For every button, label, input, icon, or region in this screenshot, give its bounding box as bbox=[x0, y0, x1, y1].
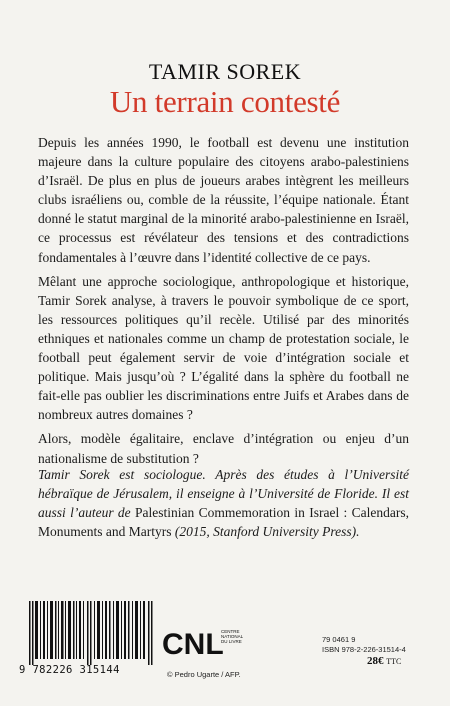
blurb-paragraph-3: Alors, modèle égalitaire, enclave d’intégration ou enjeu d’un nationalisme de substitution ? bbox=[38, 431, 409, 466]
barcode-digits: 9 782226 315144 bbox=[19, 664, 120, 676]
cnl-line-2: NATIONAL bbox=[221, 634, 244, 639]
photo-credit: © Pedro Ugarte / AFP. bbox=[167, 670, 241, 679]
bio-text-2: (2015, Stanford University Press). bbox=[171, 524, 360, 540]
bio-book-title: Palestinian Commemoration in Israel : Calendars, Monuments and Martyrs bbox=[38, 505, 409, 540]
blurb-paragraph-2: Mêlant une approche sociologique, anthropologique et historique, Tamir Sorek analyse, à travers le pouvoir symbolique de ce sport, les ressources politiques qu’il recèle. Utilisé par des minorités ethniques et nationales comme un champ de protestation sociale, le football peut également servir de voie d’intégration sociale et politique. Mais jusqu’où ? L’égalité dans la sphère du football ne fait-elle pas oublier les discriminations entre Juifs et Arabes dans de nombreux autres domaines ? bbox=[38, 273, 409, 423]
bio-text-1: Tamir Sorek est sociologue. Après des études à l’Université hébraïque de Jérusalem, il enseigne à l’Université de Floride. Il est aussi l’auteur de bbox=[38, 467, 409, 521]
cnl-label bbox=[221, 629, 243, 644]
author-bio bbox=[38, 465, 409, 541]
product-code: 79 0461 9 bbox=[322, 635, 356, 644]
barcode-icon bbox=[29, 601, 154, 665]
barcode-block bbox=[19, 599, 159, 681]
cnl-line-3: DU LIVRE bbox=[221, 639, 242, 644]
cnl-line-1: CENTRE bbox=[221, 629, 240, 634]
price-amount: 28€ bbox=[367, 655, 384, 667]
book-title: Un terrain contesté bbox=[109, 84, 341, 119]
blurb bbox=[38, 133, 409, 473]
isbn-number: ISBN 978-2-226-31514-4 bbox=[322, 645, 406, 654]
author-name: TAMIR SOREK bbox=[148, 59, 302, 84]
blurb-paragraph-1: Depuis les années 1990, le football est devenu une institution majeure dans la culture populaire des citoyens arabo-palestiniens d’Israël. De plus en plus de joueurs arabes intègrent les meilleurs clubs israéliens ou, comble de la réussite, l’équipe nationale. Étant donné le statut marginal de la minorité arabo-palestinienne en Israël, ce processus est révélateur des tensions et des contradictions fondamentales à l’œuvre dans l’identité collective de ce pays. bbox=[38, 135, 409, 265]
price-suffix: TTC bbox=[386, 657, 402, 666]
isbn-block bbox=[322, 635, 406, 655]
price bbox=[367, 655, 401, 667]
cnl-logo-text: CNL bbox=[162, 628, 224, 661]
